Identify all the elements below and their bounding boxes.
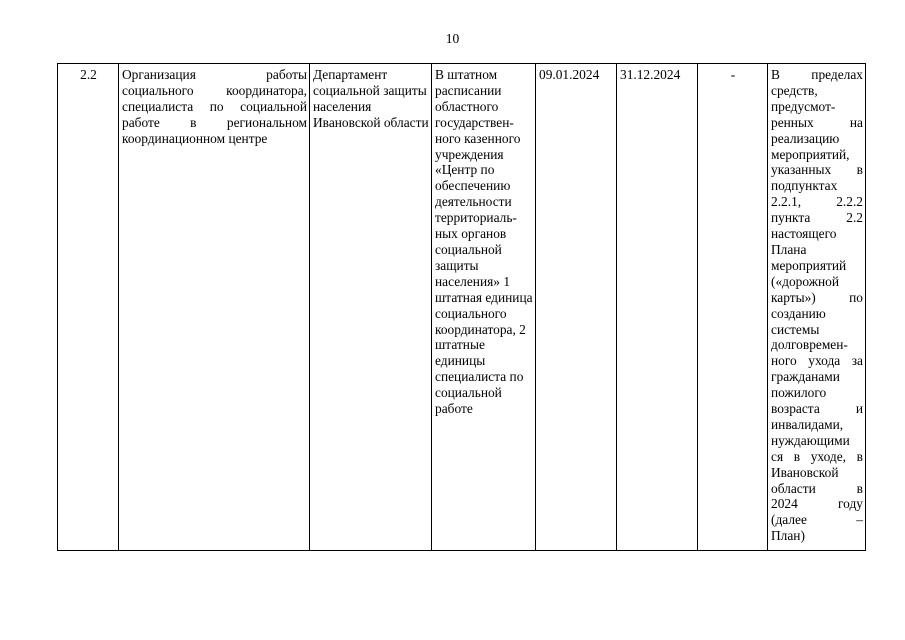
funding-line: подпунктах (771, 178, 838, 194)
page-number: 10 (445, 31, 460, 46)
table-row (58, 64, 866, 551)
start-date-cell: 09.01.2024 (536, 64, 617, 551)
funding-line: долговремен- (771, 337, 848, 353)
funding-cell (768, 64, 866, 551)
funding-line: Плана (771, 241, 807, 257)
funding-line: 2024 году (771, 496, 863, 512)
funding-line: ного ухода за (771, 353, 863, 369)
funding-line: инвалидами, (771, 416, 844, 432)
activity-cell: Организация работы социального координатора, специалиста по социальной работе в региональном координационном центре (119, 64, 310, 551)
funding-line: созданию (771, 305, 826, 321)
result-cell: В штатном расписании областного государствен-ного казенного учреждения «Центр по обеспечению деятельности территориаль-ных органов социальной защиты населения» 1 штатная единица социального координатора, 2 штатные единицы специалиста по социальной работе (432, 64, 536, 551)
funding-line: области в (771, 480, 863, 496)
dash-cell: - (698, 64, 768, 551)
funding-line: гражданами (771, 369, 840, 385)
funding-line: пункта 2.2 (771, 210, 863, 226)
funding-line: настоящего (771, 226, 837, 242)
funding-line: пожилого (771, 385, 827, 401)
funding-line: ренных на (771, 114, 863, 130)
plan-table (57, 63, 866, 551)
funding-line: ся в уходе, в (771, 448, 863, 464)
funding-line: В пределах (771, 67, 863, 82)
funding-line: нуждающими (771, 432, 850, 448)
funding-line: указанных в (771, 162, 863, 178)
funding-line: План) (771, 528, 805, 544)
funding-line: возраста и (771, 401, 863, 417)
funding-line: мероприятий, (771, 146, 850, 162)
funding-line: системы (771, 321, 820, 337)
funding-line: карты») по (771, 289, 863, 305)
funding-line: (далее – (771, 512, 863, 528)
funding-line: предусмот- (771, 98, 836, 114)
funding-line: Ивановской (771, 464, 839, 480)
funding-line: 2.2.1, 2.2.2 (771, 194, 863, 210)
funding-line: средств, (771, 82, 818, 98)
item-number: 2.2 (58, 64, 119, 551)
funding-line: мероприятий (771, 257, 847, 273)
funding-line: реализацию (771, 130, 840, 146)
executor-cell: Департамент социальной защиты населения Ивановской области (310, 64, 432, 551)
end-date-cell: 31.12.2024 (617, 64, 698, 551)
funding-line: («дорожной (771, 273, 839, 289)
